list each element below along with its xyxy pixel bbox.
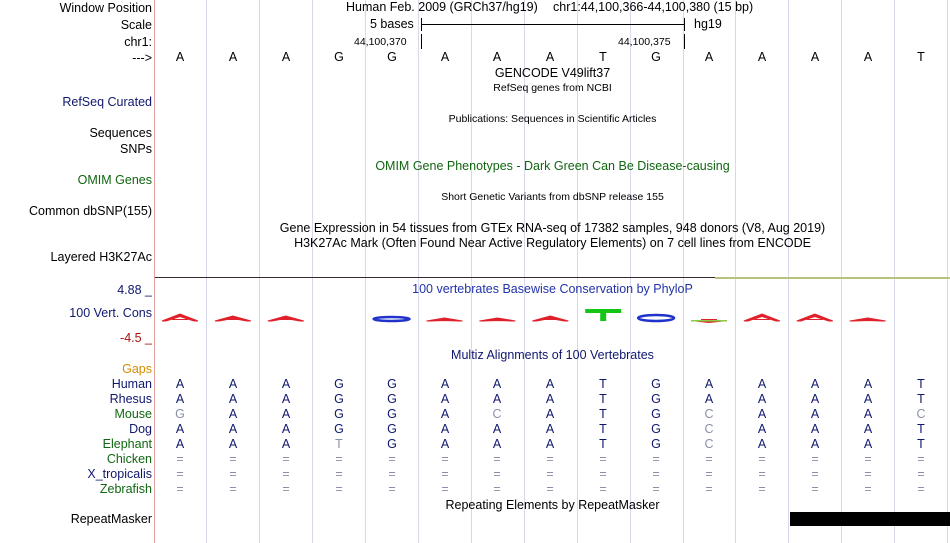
aligned-base: = (758, 452, 766, 466)
reference-base: G (387, 50, 397, 64)
conservation-mark (479, 318, 515, 321)
aligned-base: G (387, 392, 397, 406)
aligned-base: A (863, 422, 873, 436)
aligned-base: A (757, 437, 767, 451)
aligned-base: A (492, 422, 502, 436)
aligned-base: = (811, 467, 819, 481)
reference-base: A (492, 50, 502, 64)
aligned-base: A (228, 407, 238, 421)
aligned-base: G (334, 422, 344, 436)
aligned-base: = (864, 452, 872, 466)
aligned-base: T (917, 422, 925, 436)
aligned-base: T (599, 377, 607, 391)
aligned-base: A (545, 392, 555, 406)
aligned-base: G (651, 377, 661, 391)
reference-base: A (440, 50, 450, 64)
aligned-base: G (651, 437, 661, 451)
aligned-base: = (652, 452, 660, 466)
aligned-base: = (388, 452, 396, 466)
aligned-base: = (229, 482, 237, 496)
conservation-mark (744, 314, 780, 321)
aligned-base: G (175, 407, 185, 421)
conservation-mark (374, 317, 410, 321)
aligned-base: A (757, 392, 767, 406)
assembly-text: Human Feb. 2009 (GRCh37/hg19) (346, 0, 538, 14)
aligned-base: C (704, 437, 714, 451)
coord-right-tick (684, 34, 685, 49)
aligned-base: A (492, 437, 502, 451)
aligned-base: = (282, 482, 290, 496)
scale-label: Scale (120, 18, 152, 32)
conservation-mark (532, 316, 568, 321)
reference-base: A (228, 50, 238, 64)
aligned-base: G (387, 437, 397, 451)
reference-base: A (704, 50, 714, 64)
reference-base: G (334, 50, 344, 64)
aligned-base: = (917, 467, 925, 481)
aligned-base: = (705, 452, 713, 466)
aligned-base: A (440, 407, 450, 421)
aligned-base: A (810, 437, 820, 451)
h3k27ac-signal-line-right (715, 277, 950, 279)
aligned-base: = (335, 452, 343, 466)
aligned-base: A (228, 392, 238, 406)
aligned-base: = (282, 467, 290, 481)
aligned-base: G (334, 392, 344, 406)
cons-min-label: -4.5 _ (120, 331, 152, 345)
conservation-logo (155, 300, 950, 330)
scale-bar-right-tick (684, 18, 685, 31)
refseq-track-label[interactable]: RefSeq Curated (62, 95, 152, 109)
multiz-track-center: Multiz Alignments of 100 Vertebrates (451, 348, 654, 362)
window-position-label: Window Position (59, 1, 152, 15)
aligned-base: A (545, 407, 555, 421)
aligned-base: = (652, 467, 660, 481)
aligned-base: = (493, 482, 501, 496)
dbsnp-track-center: Short Genetic Variants from dbSNP release 155 (441, 191, 664, 203)
aligned-base: G (334, 407, 344, 421)
reference-base: T (917, 50, 925, 64)
reference-base: A (863, 50, 873, 64)
conservation-mark (850, 318, 886, 321)
aligned-base: C (704, 407, 714, 421)
gtex-track-center: Gene Expression in 54 tissues from GTEx RNA-seq of 17382 samples, 948 donors (V8, Aug 2019) (279, 221, 826, 235)
aligned-base: A (440, 437, 450, 451)
aligned-base: G (387, 377, 397, 391)
aligned-base: = (335, 467, 343, 481)
aligned-base: = (441, 482, 449, 496)
aligned-base: = (388, 467, 396, 481)
species-label[interactable]: X_tropicalis (87, 467, 152, 481)
aligned-base: = (758, 467, 766, 481)
aligned-base: = (917, 482, 925, 496)
aligned-base: G (651, 407, 661, 421)
aligned-base: = (917, 452, 925, 466)
chrom-label: chr1: (124, 35, 152, 49)
reference-base: A (175, 50, 185, 64)
cons-track-label[interactable]: 100 Vert. Cons (69, 306, 152, 320)
aligned-base: A (757, 407, 767, 421)
aligned-base: A (704, 392, 714, 406)
aligned-base: A (281, 377, 291, 391)
aligned-base: T (599, 407, 607, 421)
aligned-base: = (229, 467, 237, 481)
cons-track-center: 100 vertebrates Basewise Conservation by PhyloP (412, 282, 693, 296)
h3k27ac-signal-line (155, 277, 715, 278)
aligned-base: A (281, 437, 291, 451)
aligned-base: A (704, 377, 714, 391)
aligned-base: G (651, 422, 661, 436)
aligned-base: A (810, 392, 820, 406)
aligned-base: A (228, 437, 238, 451)
species-label[interactable]: Elephant (102, 437, 152, 451)
aligned-base: = (176, 482, 184, 496)
h3k27ac-track-center: H3K27Ac Mark (Often Found Near Active Regulatory Elements) on 7 cell lines from ENCODE (294, 236, 811, 250)
aligned-base: G (651, 392, 661, 406)
aligned-base: G (387, 422, 397, 436)
aligned-base: A (863, 392, 873, 406)
aligned-base: A (863, 407, 873, 421)
repeatmasker-track-center: Repeating Elements by RepeatMasker (445, 498, 660, 512)
aligned-base: T (917, 392, 925, 406)
aligned-base: A (492, 377, 502, 391)
aligned-base: A (228, 422, 238, 436)
conservation-mark (585, 309, 621, 321)
conservation-mark (691, 320, 727, 322)
aligned-base: = (282, 452, 290, 466)
omim-track-label[interactable]: OMIM Genes (77, 173, 152, 187)
aligned-base: A (545, 437, 555, 451)
aligned-base: T (917, 437, 925, 451)
aligned-base: A (175, 377, 185, 391)
publications-track-center: Publications: Sequences in Scientific Articles (448, 113, 657, 125)
aligned-base: = (229, 452, 237, 466)
aligned-base: = (388, 482, 396, 496)
aligned-base: A (545, 377, 555, 391)
aligned-base: T (599, 437, 607, 451)
cons-max-label: 4.88 _ (117, 283, 152, 297)
aligned-base: A (175, 422, 185, 436)
conservation-mark (427, 318, 463, 321)
coord-left: 44,100,370 (354, 36, 407, 48)
aligned-base: A (281, 407, 291, 421)
aligned-base: = (864, 467, 872, 481)
aligned-base: C (704, 422, 714, 436)
scale-text: 5 bases (370, 17, 414, 31)
scale-bar (421, 24, 685, 25)
aligned-base: C (916, 407, 926, 421)
species-label[interactable]: Mouse (114, 407, 152, 421)
aligned-base: A (440, 377, 450, 391)
aligned-base: = (546, 452, 554, 466)
aligned-base: = (599, 452, 607, 466)
aligned-base: A (757, 422, 767, 436)
position-text: chr1:44,100,366-44,100,380 (15 bp) (553, 0, 754, 14)
aligned-base: = (811, 482, 819, 496)
dbsnp-track-label[interactable]: Common dbSNP(155) (29, 204, 152, 218)
aligned-base: A (440, 392, 450, 406)
aligned-base: = (441, 467, 449, 481)
aligned-base: G (387, 407, 397, 421)
aligned-base: A (281, 392, 291, 406)
aligned-base: A (492, 392, 502, 406)
aligned-base: = (705, 467, 713, 481)
repeatmasker-track-label[interactable]: RepeatMasker (70, 512, 152, 526)
aligned-base: C (492, 407, 502, 421)
aligned-base: A (810, 422, 820, 436)
sequences-track-label[interactable]: Sequences (89, 126, 152, 140)
conservation-mark (638, 315, 674, 321)
gencode-track-title[interactable]: GENCODE V49lift37 (494, 66, 611, 80)
conservation-mark (162, 314, 198, 321)
aligned-base: = (176, 452, 184, 466)
reference-base: T (599, 50, 607, 64)
aligned-base: = (599, 467, 607, 481)
gaps-label[interactable]: Gaps (122, 362, 152, 376)
coord-left-tick (421, 34, 422, 49)
reference-base: A (281, 50, 291, 64)
aligned-base: = (652, 482, 660, 496)
aligned-base: = (599, 482, 607, 496)
aligned-base: A (175, 437, 185, 451)
aligned-base: = (546, 482, 554, 496)
aligned-base: = (864, 482, 872, 496)
aligned-base: A (810, 377, 820, 391)
aligned-base: A (440, 422, 450, 436)
aligned-base: G (334, 377, 344, 391)
omim-track-center: OMIM Gene Phenotypes - Dark Green Can Be Disease-causing (375, 159, 730, 173)
db-text: hg19 (694, 17, 722, 31)
aligned-base: = (176, 467, 184, 481)
aligned-base: A (228, 377, 238, 391)
aligned-base: = (493, 452, 501, 466)
snps-track-label[interactable]: SNPs (120, 142, 152, 156)
aligned-base: = (758, 482, 766, 496)
repeatmasker-element[interactable] (790, 512, 950, 526)
reference-base: A (810, 50, 820, 64)
refseq-track-center: RefSeq genes from NCBI (493, 82, 612, 94)
aligned-base: T (335, 437, 343, 451)
species-label[interactable]: Dog (129, 422, 152, 436)
aligned-base: A (545, 422, 555, 436)
conservation-mark (797, 314, 833, 321)
species-label[interactable]: Rhesus (109, 392, 152, 406)
reference-base: G (651, 50, 661, 64)
strand-label: ---> (132, 51, 152, 65)
h3k27ac-track-label[interactable]: Layered H3K27Ac (50, 250, 152, 264)
species-label[interactable]: Chicken (106, 452, 152, 466)
species-label[interactable]: Human (111, 377, 152, 391)
aligned-base: A (863, 437, 873, 451)
aligned-base: A (175, 392, 185, 406)
aligned-base: A (281, 422, 291, 436)
scale-bar-left-tick (421, 18, 422, 31)
coord-right: 44,100,375 (618, 36, 671, 48)
aligned-base: T (917, 377, 925, 391)
species-label[interactable]: Zebrafish (99, 482, 152, 496)
aligned-base: = (441, 452, 449, 466)
conservation-mark (268, 316, 304, 321)
aligned-base: = (705, 482, 713, 496)
aligned-base: A (810, 407, 820, 421)
aligned-base: T (599, 392, 607, 406)
aligned-base: = (546, 467, 554, 481)
aligned-base: = (493, 467, 501, 481)
aligned-base: T (599, 422, 607, 436)
reference-base: A (545, 50, 555, 64)
aligned-base: = (811, 452, 819, 466)
aligned-base: = (335, 482, 343, 496)
aligned-base: A (757, 377, 767, 391)
conservation-mark (215, 316, 251, 321)
aligned-base: A (863, 377, 873, 391)
reference-base: A (757, 50, 767, 64)
